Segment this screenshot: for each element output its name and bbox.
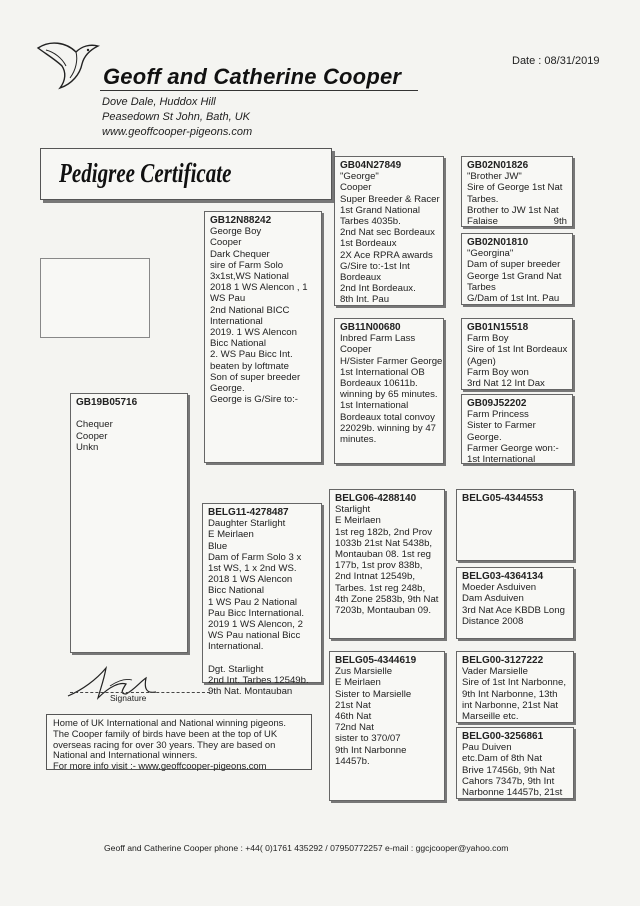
bird-detail-line: Pau Duiven bbox=[462, 742, 512, 754]
bird-detail-line: 2019. 1 WS Alencon bbox=[210, 327, 297, 339]
bird-detail-line: Chequer bbox=[76, 419, 113, 431]
ring-number: GB02N01826 bbox=[467, 160, 529, 171]
bird-detail-line: 2nd Intnat 12549b, bbox=[335, 571, 416, 583]
info-line: overseas racing for over 30 years. They are based on bbox=[53, 738, 276, 750]
bird-detail-line: Sister to Farmer bbox=[467, 420, 536, 432]
bird-detail-line: 3rd Nat 12 Int Dax bbox=[467, 378, 545, 390]
bird-detail-line: WS Pau national Bicc bbox=[208, 630, 301, 642]
bird-box-sire-dam bbox=[334, 318, 444, 464]
bird-detail-line: (Agen) bbox=[467, 355, 496, 367]
bird-box-dsd bbox=[456, 567, 574, 639]
bird-detail-line: 2X Ace RPRA awards bbox=[340, 249, 433, 261]
bird-detail-line: 1st Grand National bbox=[340, 204, 420, 216]
bird-detail-line: 2nd National BICC bbox=[210, 304, 290, 316]
bird-box-sire bbox=[204, 211, 322, 463]
bird-detail-line: Pau Bicc International. bbox=[208, 607, 304, 619]
bird-detail-line: Cooper bbox=[76, 430, 108, 442]
bird-detail-line: Marseille etc. bbox=[462, 711, 519, 723]
bird-box-ssd bbox=[461, 233, 573, 305]
bird-detail-line: 46th Nat bbox=[335, 711, 372, 723]
bird-detail-line: Bordeaux 10611b. bbox=[340, 378, 418, 390]
spacer bbox=[76, 408, 182, 419]
certificate-date: Date : 08/31/2019 bbox=[512, 55, 600, 67]
bird-detail-line: Farm Boy bbox=[467, 333, 509, 345]
bird-detail-line: E Meirlaen bbox=[335, 677, 381, 689]
certificate-title-box bbox=[40, 148, 332, 200]
ring-number: GB09J52202 bbox=[467, 398, 527, 409]
bird-detail-line: Dgt. Starlight bbox=[208, 663, 264, 675]
bird-detail-line: Bicc National bbox=[208, 585, 264, 597]
bird-detail-line: Son of super breeder bbox=[210, 371, 301, 383]
bird-detail-line: Dark Chequer bbox=[210, 248, 270, 260]
bird-box-sire-sire bbox=[334, 156, 444, 306]
bird-detail-line: Bordeaux total convoy bbox=[340, 411, 435, 423]
bird-detail-line: Vader Marsielle bbox=[462, 666, 528, 678]
bird-box-dds bbox=[456, 651, 574, 723]
ring-number: BELG06-4288140 bbox=[335, 493, 417, 504]
bird-detail-line: Sister to Marsielle bbox=[335, 688, 412, 700]
bird-detail-line: 72nd Nat bbox=[335, 722, 374, 734]
bird-detail-line: Sire of George 1st Nat bbox=[467, 182, 563, 194]
bird-detail-line: Brother to JW 1st Nat bbox=[467, 204, 559, 216]
bird-detail-line: 7203b, Montauban 09. bbox=[335, 605, 432, 617]
bird-detail-line: 4th Zone 2583b, 9th Nat bbox=[335, 593, 439, 605]
bird-box-dam bbox=[202, 503, 322, 698]
bird-detail-line: int Narbonne, 21st Nat bbox=[462, 699, 558, 711]
bird-box-ddd bbox=[456, 727, 574, 799]
bird-detail-line: 2nd Int. Tarbes 12549b. bbox=[208, 675, 309, 687]
bird-detail-left: Falaise bbox=[467, 216, 498, 228]
bird-detail-line: Montauban 08. 1st reg bbox=[335, 549, 432, 561]
bird-detail-right: 9th bbox=[553, 216, 567, 228]
bird-detail-line: 2. WS Pau Bicc Int. bbox=[210, 349, 293, 361]
bird-detail-line: Daughter Starlight bbox=[208, 518, 286, 530]
header-divider bbox=[100, 90, 418, 91]
bird-detail-line: 1st International bbox=[340, 400, 409, 412]
bird-detail-line: "George" bbox=[340, 171, 379, 183]
bird-detail-line: 1st Bordeaux bbox=[340, 238, 397, 250]
bird-detail-line: 8th Int. Pau bbox=[340, 294, 390, 306]
bird-box-sss bbox=[461, 156, 573, 227]
bird-detail-line: Cooper bbox=[210, 237, 242, 249]
ring-number: BELG03-4364134 bbox=[462, 571, 544, 582]
bird-detail-line: 2019 1 WS Alencon, 2 bbox=[208, 619, 303, 631]
bird-box-main bbox=[70, 393, 188, 653]
bird-detail-line: Tarbes 4035b. bbox=[340, 216, 401, 228]
bird-detail-line: etc.Dam of 8th Nat bbox=[462, 753, 542, 765]
bird-detail-line: 2018 1 WS Alencon bbox=[208, 574, 293, 586]
bird-detail-line: George Boy bbox=[210, 226, 262, 238]
bird-detail-line: 3x1st,WS National bbox=[210, 271, 289, 283]
bird-box-sds bbox=[461, 318, 573, 390]
bird-detail-line: International bbox=[210, 315, 263, 327]
bird-detail-line: Zus Marsielle bbox=[335, 666, 393, 678]
bird-detail-line: beaten by loftmate bbox=[210, 360, 289, 372]
ring-number: BELG00-3127222 bbox=[462, 655, 544, 666]
bird-detail-line: 9th Int Narbonne, 13th bbox=[462, 688, 558, 700]
info-box bbox=[46, 714, 312, 770]
bird-detail-line: Bordeaux bbox=[340, 272, 382, 284]
bird-logo-icon bbox=[36, 38, 100, 90]
certificate-title: Pedigree Certificate bbox=[59, 158, 232, 188]
breeder-name: Geoff and Catherine Cooper bbox=[103, 64, 402, 89]
bird-detail-line: E Meirlaen bbox=[208, 529, 254, 541]
bird-detail-line: Cahors 7347b, 9th Int bbox=[462, 775, 555, 787]
bird-detail-line: Inbred Farm Lass bbox=[340, 333, 416, 345]
bird-detail-line: Bicc National bbox=[210, 338, 266, 350]
website-line: www.geoffcooper-pigeons.com bbox=[102, 126, 253, 138]
bird-detail-line: sister to 370/07 bbox=[335, 733, 401, 745]
bird-detail-line: Farm Boy won bbox=[467, 366, 529, 378]
bird-detail-line: International. bbox=[208, 641, 264, 653]
ring-number: GB12N88242 bbox=[210, 215, 272, 226]
bird-detail-line: Farmer George won:- bbox=[467, 442, 559, 454]
bird-detail-line: Dam of super breeder bbox=[467, 259, 561, 271]
ring-number: GB11N00680 bbox=[340, 322, 401, 333]
ring-number: GB19B05716 bbox=[76, 397, 138, 408]
address-line-2: Peasedown St John, Bath, UK bbox=[102, 111, 250, 123]
bird-box-sdd bbox=[461, 394, 573, 464]
bird-detail-line: George. bbox=[467, 431, 502, 443]
bird-box-dam-sire bbox=[329, 489, 445, 639]
bird-detail-line: Narbonne 14457b, 21st bbox=[462, 787, 563, 799]
bird-detail-line: Distance 2008 bbox=[462, 615, 524, 627]
bird-detail-line: 9th Nat. Montauban bbox=[208, 686, 293, 698]
info-line: National and International winners. bbox=[53, 749, 198, 761]
bird-box-dam-dam bbox=[329, 651, 445, 801]
bird-detail-line: Dam Asduiven bbox=[462, 593, 524, 605]
ring-number: BELG05-4344553 bbox=[462, 493, 544, 504]
bird-detail-line: 9th Int Narbonne bbox=[335, 744, 407, 756]
bird-detail-line: 1033b 21st Nat 5438b, bbox=[335, 537, 433, 549]
bird-detail-line: 1st International bbox=[467, 454, 536, 466]
bird-detail-line: Tarbes. 1st reg 248b, bbox=[335, 582, 426, 594]
bird-detail-line: "Georgina" bbox=[467, 248, 514, 260]
footer-contact: Geoff and Catherine Cooper phone : +44( 0)1761 435292 / 07950772257 e-mail : ggcjcooper@yahoo.com bbox=[104, 843, 509, 853]
bird-detail-line: Unkn bbox=[76, 441, 99, 453]
bird-detail-line: Cooper bbox=[340, 182, 372, 194]
bird-detail-line: Starlight bbox=[335, 504, 371, 516]
bird-detail-line: Blue bbox=[208, 540, 228, 552]
bird-detail-line: sire of Farm Solo bbox=[210, 259, 284, 271]
bird-detail-line bbox=[208, 653, 316, 664]
bird-detail-line: 3rd Nat Ace KBDB Long bbox=[462, 604, 565, 616]
address-line-1: Dove Dale, Huddox Hill bbox=[102, 96, 216, 108]
bird-detail-line: George 1st Grand Nat bbox=[467, 270, 562, 282]
bird-detail-line: "Brother JW" bbox=[467, 171, 522, 183]
bird-detail-line: winning by 65 minutes. bbox=[340, 389, 438, 401]
bird-detail-line: minutes. bbox=[340, 434, 377, 446]
bird-detail-line: 1st reg 182b, 2nd Prov bbox=[335, 526, 433, 538]
ring-number: GB02N01810 bbox=[467, 237, 529, 248]
bird-detail-line: Tarbes. bbox=[467, 193, 499, 205]
bird-box-dss bbox=[456, 489, 574, 561]
bird-detail-line: H/Sister Farmer George bbox=[340, 355, 443, 367]
info-line: Home of UK International and National winning pigeons. bbox=[53, 717, 286, 728]
bird-detail-line: 177b, 1st prov 838b, bbox=[335, 560, 423, 572]
bird-detail-line: Dam of Farm Solo 3 x bbox=[208, 551, 302, 563]
bird-detail-line: 14457b. bbox=[335, 755, 370, 767]
bird-detail-line: Tarbes bbox=[467, 281, 496, 293]
bird-detail-line: George. bbox=[210, 383, 245, 395]
signature-label: Signature bbox=[110, 693, 147, 703]
ring-number: BELG05-4344619 bbox=[335, 655, 417, 666]
bird-detail-line: 22029b. winning by 47 bbox=[340, 422, 437, 434]
ring-number: GB04N27849 bbox=[340, 160, 402, 171]
bird-detail-line: 21st Nat bbox=[335, 699, 371, 711]
bird-detail-line: G/Dam of 1st Int. Pau bbox=[467, 293, 560, 305]
bird-detail-line: Super Breeder & Racer bbox=[340, 193, 440, 205]
bird-detail-line: 1 WS Pau 2 National bbox=[208, 596, 298, 608]
bird-detail-line: Sire of 1st Int Narbonne, bbox=[462, 677, 566, 689]
bird-detail-line: Cooper bbox=[340, 344, 372, 356]
bird-detail-line: WS Pau bbox=[210, 293, 246, 305]
bird-detail-line bbox=[467, 216, 567, 227]
bird-detail-line: Moeder Asduiven bbox=[462, 582, 537, 594]
bird-detail-line: 2nd Int Bordeaux. bbox=[340, 283, 416, 295]
bird-detail-line: Brive 17456b, 9th Nat bbox=[462, 764, 555, 776]
bird-detail-line: 1st International OB bbox=[340, 366, 425, 378]
info-line: For more info visit :- www.geoffcooper-pigeons.com bbox=[53, 760, 267, 772]
bird-detail-line: Sire of 1st Int Bordeaux bbox=[467, 344, 568, 356]
bird-detail-line: 2018 1 WS Alencon , 1 bbox=[210, 282, 308, 294]
photo-placeholder bbox=[40, 258, 150, 338]
bird-detail-line: 2nd Nat sec Bordeaux bbox=[340, 227, 435, 239]
bird-detail-line: George is G/Sire to:- bbox=[210, 394, 298, 406]
bird-detail-line: G/Sire to:-1st Int bbox=[340, 260, 410, 272]
ring-number: GB01N15518 bbox=[467, 322, 529, 333]
ring-number: BELG11-4278487 bbox=[208, 507, 289, 518]
ring-number: BELG00-3256861 bbox=[462, 731, 544, 742]
info-line: The Cooper family of birds have been at the top of UK bbox=[53, 727, 278, 739]
bird-detail-line: 1st WS, 1 x 2nd WS. bbox=[208, 563, 297, 575]
bird-detail-line: E Meirlaen bbox=[335, 515, 381, 527]
bird-detail-line: Farm Princess bbox=[467, 409, 529, 421]
